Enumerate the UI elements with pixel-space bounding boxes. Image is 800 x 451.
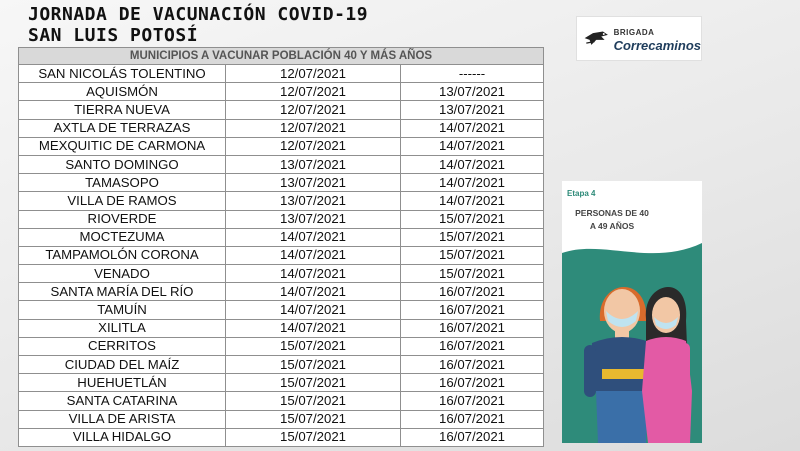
table-row (19, 337, 544, 355)
first-date-cell: 12/07/2021 (226, 137, 401, 155)
second-date-cell: 15/07/2021 (401, 210, 544, 228)
title-line-1: JORNADA DE VACUNACIÓN COVID-19 (28, 4, 369, 25)
population-label (572, 207, 652, 233)
title-line-2: SAN LUIS POTOSÍ (28, 25, 199, 46)
first-date-cell: 13/07/2021 (226, 155, 401, 173)
municipality-cell: VILLA HIDALGO (19, 428, 226, 446)
first-date-cell: 12/07/2021 (226, 101, 401, 119)
stage-label: Etapa 4 (567, 189, 596, 198)
page-title (28, 4, 368, 46)
municipality-cell: VENADO (19, 265, 226, 283)
municipality-cell: TIERRA NUEVA (19, 101, 226, 119)
second-date-cell: 16/07/2021 (401, 337, 544, 355)
population-line-2: A 49 AÑOS (589, 221, 635, 231)
second-date-cell: 16/07/2021 (401, 374, 544, 392)
municipality-cell: MOCTEZUMA (19, 228, 226, 246)
logo-line-2: Correcaminos (613, 37, 701, 53)
second-date-cell: 14/07/2021 (401, 174, 544, 192)
table-row (19, 101, 544, 119)
second-date-cell: 16/07/2021 (401, 410, 544, 428)
first-date-cell: 15/07/2021 (226, 337, 401, 355)
people-with-masks-illustration (562, 241, 702, 443)
table-row (19, 210, 544, 228)
first-date-cell: 15/07/2021 (226, 392, 401, 410)
first-date-cell: 13/07/2021 (226, 210, 401, 228)
municipality-cell: MEXQUITIC DE CARMONA (19, 137, 226, 155)
second-date-cell: 16/07/2021 (401, 301, 544, 319)
table-row (19, 65, 544, 83)
second-date-cell: 13/07/2021 (401, 83, 544, 101)
municipality-cell: TAMASOPO (19, 174, 226, 192)
second-date-cell: 13/07/2021 (401, 101, 544, 119)
table-row (19, 374, 544, 392)
table-body (19, 65, 544, 447)
table-row (19, 137, 544, 155)
municipality-cell: AXTLA DE TERRAZAS (19, 119, 226, 137)
first-date-cell: 12/07/2021 (226, 83, 401, 101)
table-row (19, 228, 544, 246)
second-date-cell: 16/07/2021 (401, 428, 544, 446)
table-row (19, 319, 544, 337)
second-date-cell: 16/07/2021 (401, 319, 544, 337)
second-date-cell: 16/07/2021 (401, 283, 544, 301)
first-date-cell: 15/07/2021 (226, 374, 401, 392)
roadrunner-icon (583, 26, 610, 52)
municipality-cell: VILLA DE ARISTA (19, 410, 226, 428)
second-date-cell: 15/07/2021 (401, 246, 544, 264)
first-date-cell: 14/07/2021 (226, 246, 401, 264)
second-date-cell: 14/07/2021 (401, 155, 544, 173)
second-date-cell: ------ (401, 65, 544, 83)
first-date-cell: 14/07/2021 (226, 319, 401, 337)
municipality-cell: SANTA CATARINA (19, 392, 226, 410)
table-row (19, 174, 544, 192)
second-date-cell: 15/07/2021 (401, 228, 544, 246)
municipality-cell: AQUISMÓN (19, 83, 226, 101)
brigada-logo (576, 16, 702, 61)
first-date-cell: 13/07/2021 (226, 192, 401, 210)
municipality-cell: CIUDAD DEL MAÍZ (19, 356, 226, 374)
second-date-cell: 15/07/2021 (401, 265, 544, 283)
municipality-cell: SANTO DOMINGO (19, 155, 226, 173)
municipality-cell: SAN NICOLÁS TOLENTINO (19, 65, 226, 83)
stage-card (562, 181, 702, 443)
table-header: MUNICIPIOS A VACUNAR POBLACIÓN 40 Y MÁS AÑOS (19, 48, 544, 65)
table-row (19, 155, 544, 173)
table-row (19, 392, 544, 410)
municipality-cell: TAMUÍN (19, 301, 226, 319)
first-date-cell: 12/07/2021 (226, 65, 401, 83)
table-row (19, 283, 544, 301)
first-date-cell: 15/07/2021 (226, 428, 401, 446)
first-date-cell: 15/07/2021 (226, 410, 401, 428)
first-date-cell: 14/07/2021 (226, 265, 401, 283)
second-date-cell: 16/07/2021 (401, 356, 544, 374)
table-row (19, 265, 544, 283)
table-row (19, 192, 544, 210)
second-date-cell: 14/07/2021 (401, 192, 544, 210)
table-row (19, 83, 544, 101)
municipality-cell: RIOVERDE (19, 210, 226, 228)
municipality-cell: TAMPAMOLÓN CORONA (19, 246, 226, 264)
population-line-1: PERSONAS DE 40 (575, 208, 649, 218)
table-row (19, 356, 544, 374)
table-row (19, 428, 544, 446)
first-date-cell: 13/07/2021 (226, 174, 401, 192)
table-row (19, 301, 544, 319)
table-row (19, 410, 544, 428)
municipalities-table (18, 47, 544, 447)
municipality-cell: CERRITOS (19, 337, 226, 355)
first-date-cell: 15/07/2021 (226, 356, 401, 374)
first-date-cell: 14/07/2021 (226, 228, 401, 246)
municipality-cell: HUEHUETLÁN (19, 374, 226, 392)
table-header-row (19, 48, 544, 65)
municipality-cell: XILITLA (19, 319, 226, 337)
second-date-cell: 14/07/2021 (401, 137, 544, 155)
first-date-cell: 14/07/2021 (226, 301, 401, 319)
first-date-cell: 14/07/2021 (226, 283, 401, 301)
second-date-cell: 16/07/2021 (401, 392, 544, 410)
table-row (19, 246, 544, 264)
municipality-cell: VILLA DE RAMOS (19, 192, 226, 210)
logo-line-1: BRIGADA (613, 27, 655, 37)
table-row (19, 119, 544, 137)
second-date-cell: 14/07/2021 (401, 119, 544, 137)
first-date-cell: 12/07/2021 (226, 119, 401, 137)
municipality-cell: SANTA MARÍA DEL RÍO (19, 283, 226, 301)
